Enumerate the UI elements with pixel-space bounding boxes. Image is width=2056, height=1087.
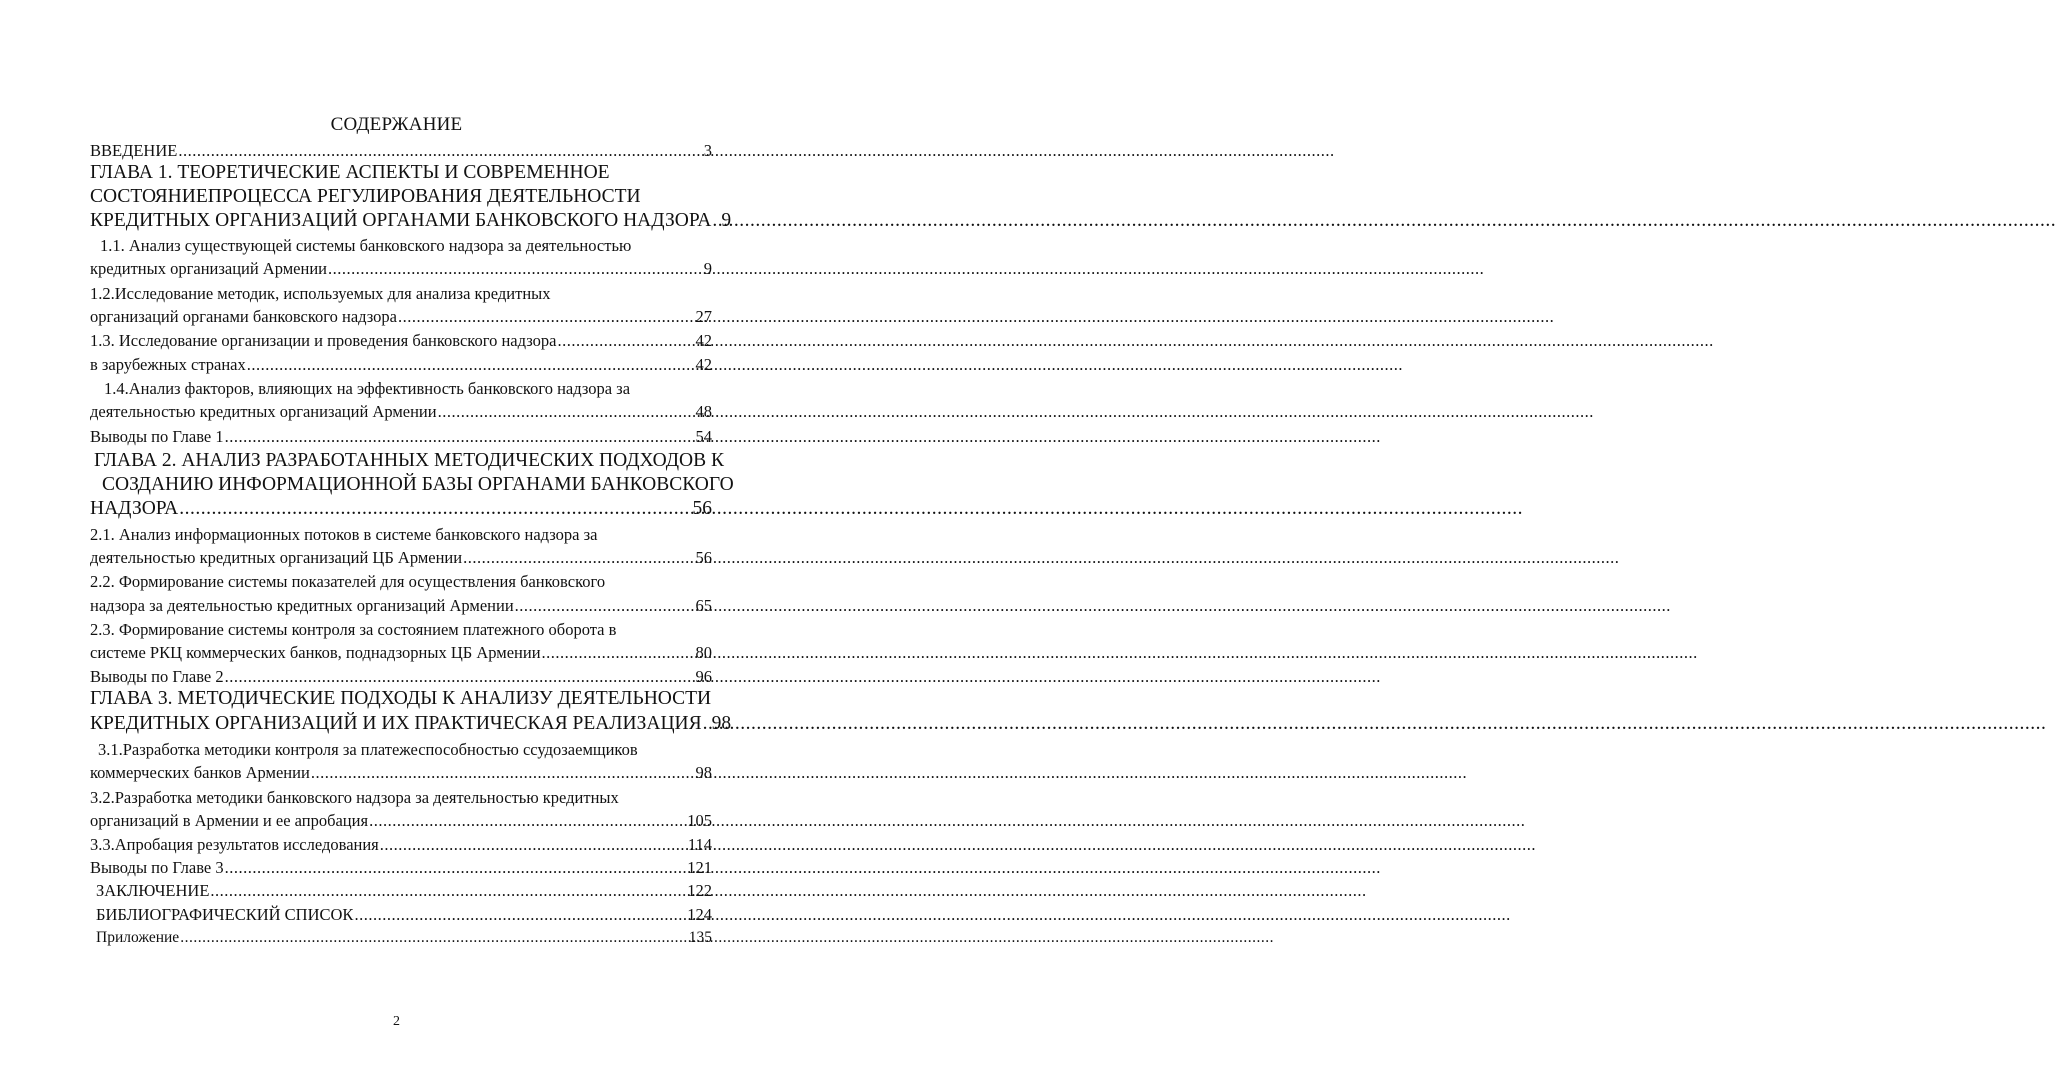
toc-entry-section-3-1[interactable] <box>90 763 712 783</box>
toc-leader-dots <box>369 811 686 831</box>
toc-entry-text: БИБЛИОГРАФИЧЕСКИЙ СПИСОК <box>96 905 354 924</box>
toc-leader-dots <box>178 141 702 161</box>
toc-entry-text: надзора за деятельностью кредитных организаций Армении <box>90 596 514 615</box>
toc-section-1-4-line-1: 1.4.Анализ факторов, влияющих на эффективность банковского надзора за <box>104 379 631 398</box>
toc-entry-page: 80 <box>695 643 712 662</box>
toc-entry-page: 3 <box>703 141 712 160</box>
toc-entry-text: КРЕДИТНЫХ ОРГАНИЗАЦИЙ И ИХ ПРАКТИЧЕСКАЯ РЕАЛИЗАЦИЯ <box>90 713 702 734</box>
toc-entry-text: Выводы по Главе 3 <box>90 858 224 877</box>
toc-entry-page: 9 <box>721 210 732 231</box>
toc-entry-page: 96 <box>695 667 712 686</box>
toc-chapter-1-line-2: СОСТОЯНИЕПРОЦЕССА РЕГУЛИРОВАНИЯ ДЕЯТЕЛЬНОСТИ <box>90 186 641 207</box>
toc-entry-conclusions-3[interactable] <box>90 858 712 878</box>
toc-entry-page: 135 <box>688 929 712 946</box>
toc-entry-text: 1.3. Исследование организации и проведения банковского надзора <box>90 331 557 350</box>
toc-entry-chapter-1[interactable] <box>90 210 732 232</box>
toc-entry-page: 98 <box>711 713 732 734</box>
toc-entry-section-1-3[interactable] <box>90 331 712 351</box>
toc-entry-text: коммерческих банков Армении <box>90 763 310 782</box>
toc-entry-text: кредитных организаций Армении <box>90 259 327 278</box>
toc-chapter-1-line-1: ГЛАВА 1. ТЕОРЕТИЧЕСКИЕ АСПЕКТЫ И СОВРЕМЕННОЕ <box>90 162 610 183</box>
toc-entry-introduction[interactable] <box>90 141 712 161</box>
toc-entry-section-3-2[interactable] <box>90 811 712 831</box>
toc-entry-chapter-2[interactable] <box>90 498 712 520</box>
toc-entry-bibliography[interactable] <box>96 905 712 925</box>
toc-leader-dots <box>712 210 720 232</box>
toc-entry-conclusions-2[interactable] <box>90 667 712 687</box>
toc-entry-text: 3.3.Апробация результатов исследования <box>90 835 379 854</box>
toc-entry-text: КРЕДИТНЫХ ОРГАНИЗАЦИЙ ОРГАНАМИ БАНКОВСКОГО НАДЗОРА <box>90 210 712 231</box>
toc-entry-text: Приложение <box>96 929 180 946</box>
toc-section-3-2-line-1: 3.2.Разработка методики банковского надзора за деятельностью кредитных <box>90 788 619 807</box>
toc-leader-dots <box>398 307 695 327</box>
toc-section-3-1-line-1: 3.1.Разработка методики контроля за платежеспособностью ссудозаемщиков <box>98 740 638 759</box>
toc-leader-dots <box>247 355 695 375</box>
toc-entry-page: 48 <box>695 402 712 421</box>
toc-entry-page: 121 <box>687 858 712 877</box>
toc-entry-text: НАДЗОРА <box>90 498 179 519</box>
toc-entry-text: системе РКЦ коммерческих банков, поднадзорных ЦБ Армении <box>90 643 541 662</box>
toc-entry-section-1-1[interactable] <box>90 259 712 279</box>
toc-entry-text: ЗАКЛЮЧЕНИЕ <box>96 881 210 900</box>
toc-entry-section-2-2[interactable] <box>90 596 712 616</box>
toc-leader-dots <box>328 259 703 279</box>
toc-entry-conclusions-1[interactable] <box>90 427 712 447</box>
toc-entry-page: 98 <box>695 763 712 782</box>
toc-section-1-2-line-1: 1.2.Исследование методик, используемых для анализа кредитных <box>90 284 551 303</box>
toc-entry-section-2-1[interactable] <box>90 548 712 568</box>
toc-entry-section-1-3-cont[interactable] <box>90 355 712 375</box>
toc-entry-page: 56 <box>695 548 712 567</box>
toc-entry-text: Выводы по Главе 2 <box>90 667 224 686</box>
toc-entry-page: 27 <box>695 307 712 326</box>
toc-entry-page: 114 <box>687 835 712 854</box>
toc-chapter-3-line-1: ГЛАВА 3. МЕТОДИЧЕСКИЕ ПОДХОДЫ К АНАЛИЗУ ДЕЯТЕЛЬНОСТИ <box>90 688 712 709</box>
toc-entry-page: 124 <box>687 905 712 924</box>
toc-entry-text: в зарубежных странах <box>90 355 246 374</box>
toc-leader-dots <box>557 331 694 351</box>
toc-entry-page: 54 <box>695 427 712 446</box>
page-number: 2 <box>393 1014 400 1029</box>
toc-leader-dots <box>179 498 691 520</box>
toc-section-1-1-line-1: 1.1. Анализ существующей системы банковского надзора за деятельностью <box>100 236 632 255</box>
toc-entry-appendix[interactable] <box>96 929 712 947</box>
toc-entry-page: 56 <box>692 498 712 519</box>
page-title: СОДЕРЖАНИЕ <box>330 114 463 135</box>
toc-leader-dots <box>311 763 695 783</box>
toc-entry-page: 42 <box>695 355 712 374</box>
toc-leader-dots <box>354 905 686 925</box>
toc-entry-section-3-3[interactable] <box>90 835 712 855</box>
toc-leader-dots <box>225 858 687 878</box>
toc-leader-dots <box>225 667 695 687</box>
toc-entry-page: 9 <box>703 259 712 278</box>
toc-section-2-3-line-1: 2.3. Формирование системы контроля за состоянием платежного оборота в <box>90 620 617 639</box>
toc-leader-dots <box>180 929 688 947</box>
toc-entry-text: деятельностью кредитных организаций ЦБ Армении <box>90 548 463 567</box>
toc-leader-dots <box>515 596 695 616</box>
toc-entry-text: Выводы по Главе 1 <box>90 427 224 446</box>
toc-entry-section-1-4[interactable] <box>90 402 712 422</box>
toc-entry-section-2-3[interactable] <box>90 643 712 663</box>
toc-chapter-2-line-2: СОЗДАНИЮ ИНФОРМАЦИОННОЙ БАЗЫ ОРГАНАМИ БАНКОВСКОГО <box>102 474 734 495</box>
toc-entry-page: 65 <box>695 596 712 615</box>
toc-leader-dots <box>463 548 694 568</box>
toc-leader-dots <box>703 713 711 735</box>
toc-section-2-1-line-1: 2.1. Анализ информационных потоков в системе банковского надзора за <box>90 525 598 544</box>
toc-entry-text: организаций в Армении и ее апробация <box>90 811 369 830</box>
toc-entry-page: 105 <box>687 811 712 830</box>
toc-entry-page: 122 <box>687 881 712 900</box>
toc-leader-dots <box>542 643 695 663</box>
toc-entry-page: 42 <box>695 331 712 350</box>
toc-leader-dots <box>225 427 695 447</box>
toc-section-2-2-line-1: 2.2. Формирование системы показателей для осуществления банковского <box>90 572 606 591</box>
toc-entry-section-1-2[interactable] <box>90 307 712 327</box>
toc-leader-dots <box>380 835 687 855</box>
toc-entry-conclusion[interactable] <box>96 881 712 901</box>
toc-leader-dots <box>438 402 695 422</box>
toc-leader-dots <box>210 881 686 901</box>
toc-entry-text: ВВЕДЕНИЕ <box>90 141 178 160</box>
toc-entry-chapter-3[interactable] <box>90 713 732 735</box>
toc-entry-text: деятельностью кредитных организаций Армении <box>90 402 437 421</box>
toc-chapter-2-line-1: ГЛАВА 2. АНАЛИЗ РАЗРАБОТАННЫХ МЕТОДИЧЕСКИХ ПОДХОДОВ К <box>94 450 724 471</box>
table-of-contents <box>0 0 793 1087</box>
toc-entry-text: организаций органами банковского надзора <box>90 307 397 326</box>
